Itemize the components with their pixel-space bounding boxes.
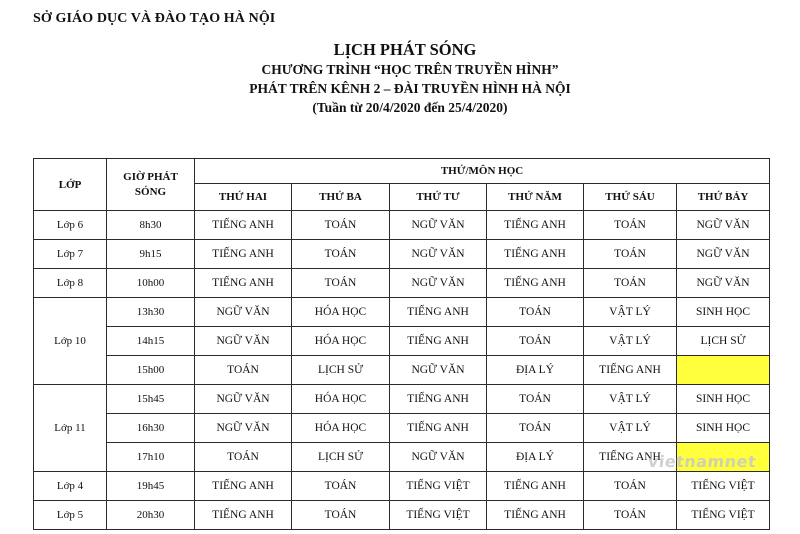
time-cell: 14h15 <box>107 327 195 356</box>
subject-cell: VẬT LÝ <box>584 298 677 327</box>
watermark-logo: vietnamnet <box>647 452 758 471</box>
subject-cell: TIẾNG ANH <box>195 240 292 269</box>
table-row <box>34 385 770 414</box>
class-cell: Lớp 6 <box>34 211 107 240</box>
subject-cell: TIẾNG ANH <box>195 501 292 530</box>
time-cell: 15h45 <box>107 385 195 414</box>
subject-cell: TIẾNG ANH <box>487 240 584 269</box>
subject-cell: TIẾNG ANH <box>390 414 487 443</box>
subject-cell: VẬT LÝ <box>584 385 677 414</box>
header-thu-mon-hoc: THỨ/MÔN HỌC <box>195 159 770 184</box>
subject-cell: VẬT LÝ <box>584 414 677 443</box>
page-title: LỊCH PHÁT SÓNG <box>333 40 477 59</box>
broadcast-schedule-table <box>33 158 770 530</box>
time-cell: 17h10 <box>107 443 195 472</box>
header-gio-phat-song: GIỜ PHÁT SÓNG <box>107 159 195 211</box>
subject-cell: TIẾNG ANH <box>584 443 677 472</box>
day-header: THỨ BA <box>292 184 390 211</box>
subject-cell: ĐỊA LÝ <box>487 356 584 385</box>
day-header: THỨ BẢY <box>677 184 770 211</box>
subject-cell: TOÁN <box>195 443 292 472</box>
time-cell: 15h00 <box>107 356 195 385</box>
subject-cell: HÓA HỌC <box>292 414 390 443</box>
subject-cell: TOÁN <box>292 501 390 530</box>
subject-cell: TOÁN <box>292 472 390 501</box>
subject-cell: NGỮ VĂN <box>390 211 487 240</box>
subject-cell: TOÁN <box>487 298 584 327</box>
subject-cell: TOÁN <box>584 472 677 501</box>
subject-cell: TOÁN <box>584 240 677 269</box>
subject-cell: TOÁN <box>195 356 292 385</box>
time-cell: 10h00 <box>107 269 195 298</box>
subject-cell: HÓA HỌC <box>292 298 390 327</box>
document-titles <box>0 40 800 117</box>
table-row <box>34 472 770 501</box>
subject-cell: NGỮ VĂN <box>195 327 292 356</box>
subject-cell: TIẾNG ANH <box>195 472 292 501</box>
subject-cell: TOÁN <box>292 211 390 240</box>
subject-cell: TIẾNG VIỆT <box>390 501 487 530</box>
week-range: (Tuần từ 20/4/2020 đến 25/4/2020) <box>312 100 508 115</box>
day-header: THỨ HAI <box>195 184 292 211</box>
subject-cell: LỊCH SỬ <box>677 327 770 356</box>
subject-cell: TOÁN <box>584 211 677 240</box>
subject-cell: TOÁN <box>584 269 677 298</box>
table-row <box>34 501 770 530</box>
class-cell: Lớp 8 <box>34 269 107 298</box>
subject-cell: SINH HỌC <box>677 385 770 414</box>
time-cell: 9h15 <box>107 240 195 269</box>
subject-cell: TIẾNG VIỆT <box>390 472 487 501</box>
subject-cell: TOÁN <box>487 414 584 443</box>
subject-cell: HÓA HỌC <box>292 327 390 356</box>
subject-cell: NGỮ VĂN <box>677 269 770 298</box>
subject-cell: TIẾNG ANH <box>487 501 584 530</box>
subject-cell: TOÁN <box>584 501 677 530</box>
subject-cell: TIẾNG VIỆT <box>677 501 770 530</box>
subject-cell: LỊCH SỬ <box>292 356 390 385</box>
subject-cell: NGỮ VĂN <box>677 211 770 240</box>
time-cell: 19h45 <box>107 472 195 501</box>
subject-cell: TIẾNG ANH <box>195 211 292 240</box>
subject-cell: SINH HỌC <box>677 414 770 443</box>
subject-cell: TIẾNG ANH <box>487 472 584 501</box>
subject-cell: TOÁN <box>487 327 584 356</box>
time-cell: 16h30 <box>107 414 195 443</box>
subject-cell: TOÁN <box>292 269 390 298</box>
day-header: THỨ TƯ <box>390 184 487 211</box>
table-row <box>34 269 770 298</box>
subject-cell: NGỮ VĂN <box>677 240 770 269</box>
subject-cell: NGỮ VĂN <box>195 385 292 414</box>
table-row <box>34 240 770 269</box>
table-row <box>34 327 770 356</box>
program-subtitle: CHƯƠNG TRÌNH “HỌC TRÊN TRUYỀN HÌNH” <box>261 62 559 77</box>
subject-cell: NGỮ VĂN <box>195 298 292 327</box>
day-header: THỨ NĂM <box>487 184 584 211</box>
subject-cell: TOÁN <box>487 385 584 414</box>
subject-cell: ĐỊA LÝ <box>487 443 584 472</box>
subject-cell: TIẾNG ANH <box>390 298 487 327</box>
subject-cell: HÓA HỌC <box>292 385 390 414</box>
day-header: THỨ SÁU <box>584 184 677 211</box>
organization-name: SỞ GIÁO DỤC VÀ ĐÀO TẠO HÀ NỘI <box>33 11 276 26</box>
subject-cell: TIẾNG ANH <box>390 327 487 356</box>
class-cell: Lớp 11 <box>34 385 107 472</box>
time-cell: 13h30 <box>107 298 195 327</box>
subject-cell: TIẾNG ANH <box>487 269 584 298</box>
subject-cell: TOÁN <box>292 240 390 269</box>
subject-cell: TIẾNG ANH <box>487 211 584 240</box>
subject-cell: TIẾNG VIỆT <box>677 472 770 501</box>
subject-cell: VẬT LÝ <box>584 327 677 356</box>
subject-cell: NGỮ VĂN <box>390 356 487 385</box>
header-lop: LỚP <box>34 159 107 211</box>
highlighted-empty-cell <box>677 356 770 385</box>
class-cell: Lớp 7 <box>34 240 107 269</box>
class-cell: Lớp 5 <box>34 501 107 530</box>
subject-cell: NGỮ VĂN <box>390 443 487 472</box>
table-row <box>34 298 770 327</box>
subject-cell: SINH HỌC <box>677 298 770 327</box>
table-row <box>34 356 770 385</box>
subject-cell: NGỮ VĂN <box>390 240 487 269</box>
subject-cell: NGỮ VĂN <box>390 269 487 298</box>
subject-cell: TIẾNG ANH <box>584 356 677 385</box>
table-row <box>34 211 770 240</box>
subject-cell: NGỮ VĂN <box>195 414 292 443</box>
class-cell: Lớp 4 <box>34 472 107 501</box>
channel-subtitle: PHÁT TRÊN KÊNH 2 – ĐÀI TRUYỀN HÌNH HÀ NỘI <box>249 81 571 96</box>
table-row <box>34 414 770 443</box>
time-cell: 8h30 <box>107 211 195 240</box>
schedule-body <box>34 211 770 530</box>
subject-cell: TIẾNG ANH <box>195 269 292 298</box>
subject-cell: LỊCH SỬ <box>292 443 390 472</box>
subject-cell: TIẾNG ANH <box>390 385 487 414</box>
class-cell: Lớp 10 <box>34 298 107 385</box>
time-cell: 20h30 <box>107 501 195 530</box>
